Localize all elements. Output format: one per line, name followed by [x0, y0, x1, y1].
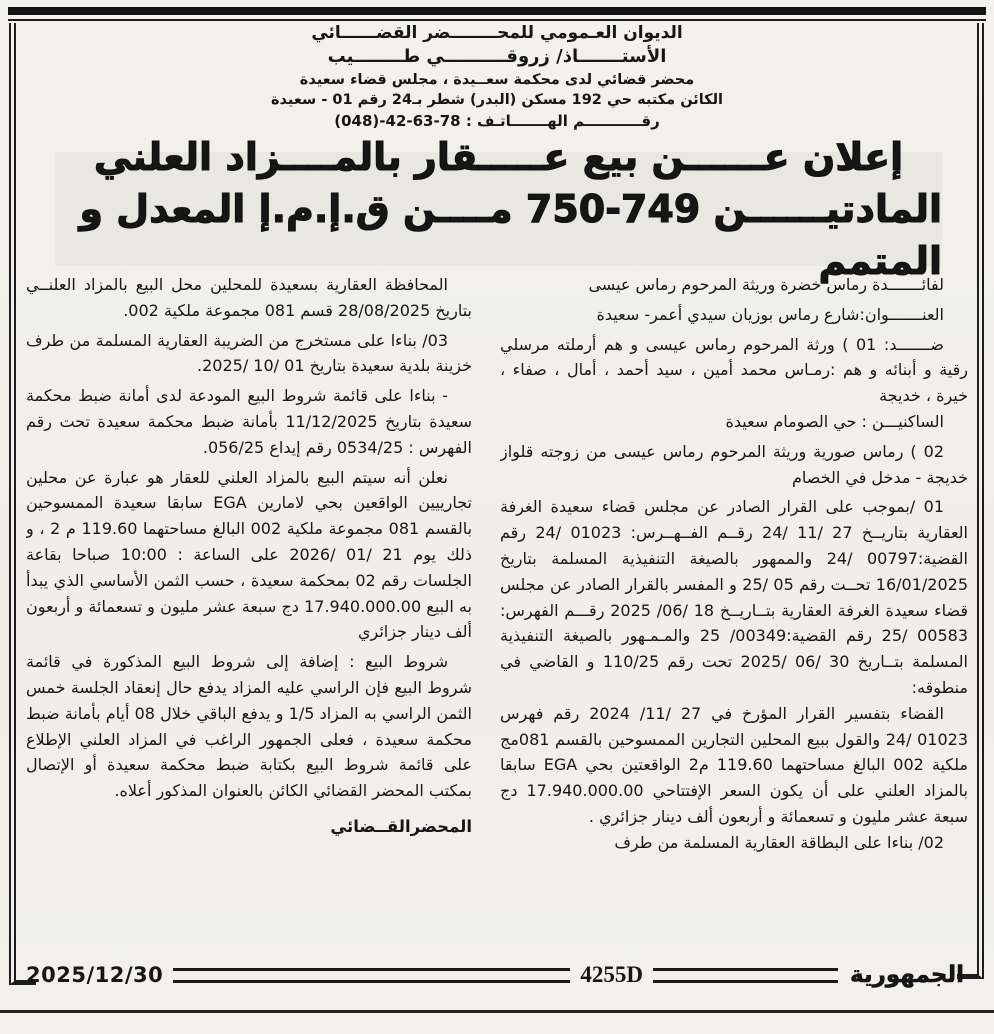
paragraph-defendants-2: 02 ) رماس صورية وريثة المرحوم رماس عيسى من زوجته قلواز خديجة - مدخل في الخصام	[500, 441, 968, 487]
paragraph-residence: الساكنيـــن : حي الصومام سعيدة	[725, 411, 944, 431]
frame-top-bar	[8, 7, 986, 15]
paragraph-beneficiary: لفائـــــــدة رماس خضرة وريثة المرحوم رماس عيسى	[588, 275, 944, 294]
phone-number: (048)-42-63-78	[334, 112, 461, 130]
paragraph-sale-terms: شروط البيع : إضافة إلى شروط البيع المذكورة في قائمة شروط البيع فإن الراسي عليه المزاد يدفع حال إنعقاد الجلسة خمس الثمن الراسي به المزاد 1/5 و يدفع الباقي خلال 08 أيام بأمانة ضبط محكمة سعيدة ، فعلى الجمهور الراغب في المزاد العلني الإطلاع على قائمة شروط البيع بكتابة ضبط محكمة سعيدة أو الإتصال بمكتب المحضر القضائي الكائن بالعنوان المذكور أعلاه.	[26, 652, 472, 801]
bailiff-name: الأستـــــــاذ/ زروقــــــــــي طــــــــيب	[327, 46, 667, 67]
ad-reference-number: 4255D	[580, 962, 644, 987]
newspaper-logo: الجمهورية	[850, 962, 964, 988]
ad-body-columns	[26, 272, 968, 956]
paragraph-tax-extract: 03/ بناءا على مستخرج من الضريبة العقارية المسلمة من طرف خزينة بلدية سعيدة بتاريخ 01 /10 /2025.	[26, 330, 472, 376]
body-column-left	[26, 272, 472, 956]
paragraph-defendants-1: ضـــــــد: 01 ) ورثة المرحوم رماس عيسى و هم أرملته مرسلي رقية و أبنائه و هم :رمـاس محمد أمين ، سيد أحمد ، أمال ، صفاء ، خيرة ، خديجة	[500, 334, 968, 406]
ad-footer	[26, 956, 964, 994]
paragraph-land-registry: المحافظة العقارية بسعيدة للمحلين محل البيع بالمزاد العلنــي بتاريخ 28/08/2025 قسم 081 مجموعة ملكية 002.	[26, 275, 472, 320]
page-bottom-rule	[0, 1010, 994, 1013]
phone-line	[40, 112, 954, 130]
office-name: الديوان العـمومي للمحــــــــضر القضــــــائي	[311, 23, 683, 43]
footer-rule-right	[653, 968, 838, 983]
publication-date: 2025/12/30	[26, 963, 164, 987]
paragraph-property-card: 02/ بناءا على البطاقة العقارية المسلمة من طرف	[614, 832, 944, 852]
frame-top-thin-line	[8, 19, 986, 21]
bailiff-signature: المحضرالقــضائي	[330, 816, 472, 836]
paragraph-ruling: القضاء بتفسير القرار المؤرخ في 27 /11/ 2024 رقم فهرس 01023 /24 والقول ببيع المحلين التجارين الممسوحين بالقسم 081مج ملكية 002 البالغ مساحتهما 119.60 م2 الواقعتين بحي EGA سابقا بالمزاد العلني على أن يكون السعر الإفتتاحي 17.940.000.00 دج سبعة عشر مليون و تسعمائة و أربعون ألف دينار جزائري .	[500, 703, 968, 826]
phone-label: رقـــــــــــم الهـــــــاتـف :	[465, 112, 660, 130]
ad-title-line2: المادتيــــــن 749‏-‏750 مــــن ق.إ.م.إ المعدل و المتمم	[79, 187, 942, 283]
paragraph-address: العنـــــــوان:شارع رماس بوزيان سيدي أعمر- سعيدة	[596, 304, 944, 324]
ad-title-band	[55, 135, 942, 283]
footer-rule-left	[173, 968, 570, 983]
bailiff-role: محضر قضائي لدى محكمة سعــيدة ، مجلس قضاء سعيدة	[299, 72, 695, 88]
office-address: الكائن مكتبه حي 192 مسكن (البدر) شطر بـ24 رقم 01 - سعيدة	[270, 92, 723, 108]
ad-title-line1: إعلان عــــــن بيع عـــــقار بالمــــزاد العلني	[93, 135, 904, 179]
frame-right-border	[977, 23, 984, 950]
paragraph-court-decision: 01 /بموجب على القرار الصادر عن مجلس قضاء سعيدة الغرفة العقارية بتاريــخ 27 /11 /24 رقــم الفــهــرس: 01023 /24 رقم القضية:00797 /24 والممهور بالصيغة التنفيذية المسلمة بتاريخ 16/01/2025 تحــت رقم 05 /25 و المفسر بالقرار الصادر عن مجلس قضاء سعيدة الغرفة العقارية بتــاريــخ 18 /06/ 2025 رقـــم الفهرس: 00583 /25 رقم القضية:00349/ 25 والمـمـهور بالصيغة التنفيذية المسلمة بتــاريخ 30 /06 /2025 تحت رقم 110/25 و القاضي في منطوقه:	[500, 497, 968, 697]
frame-left-border	[9, 23, 16, 950]
paragraph-sale-conditions-filing: - بناءا على قائمة شروط البيع المودعة لدى أمانة ضبط محكمة سعيدة بتاريخ 11/12/2025 بأمانة ضبط محكمة سعيدة تحت رقم الفهرس : 0534/25 رقم إيداع 056/25.	[26, 386, 472, 457]
paragraph-auction-announcement: نعلن أنه سيتم البيع بالمزاد العلني للعقار هو عبارة عن محلين تجارييين الواقعين بحي لامارين EGA سابقا سعيدة الممسوحين بالقسم 081 مجموعة ملكية 002 البالغ مساحتهما 119.60 م 2 ، و ذلك يوم 21 /01 /2026 على الساعة : 10:00 صباحا بقاعة الجلسات رقم 02 بمحكمة سعيدة ، حسب الثمن الأساسي الذي يبدأ به البيع 17.940.000.00 دج سبعة عشر مليون و تسعمائة و أربعون ألف دينار جزائري	[26, 467, 472, 642]
bailiff-office-header	[40, 23, 954, 130]
body-column-right	[500, 272, 968, 956]
